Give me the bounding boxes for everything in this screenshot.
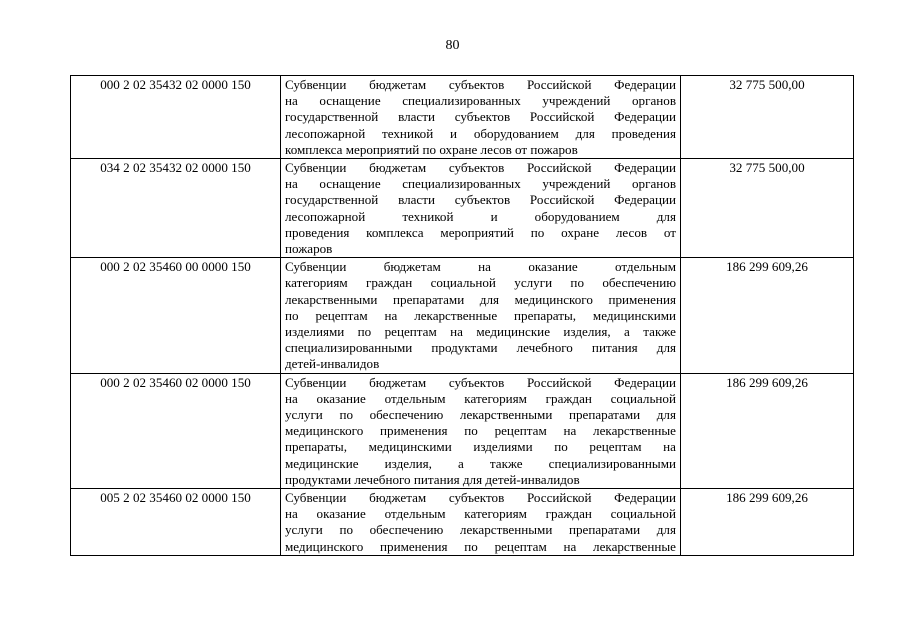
description-line: пожаров <box>285 241 333 257</box>
description-line: Субвенции бюджетам субъектов Российской Федерации <box>285 160 676 176</box>
amount-cell: 32 775 500,00 <box>681 159 854 258</box>
budget-revenue-table <box>70 75 854 556</box>
description-line: государственной власти субъектов Российской Федерации <box>285 192 676 208</box>
description-line: государственной власти субъектов Российской Федерации <box>285 109 676 125</box>
revenue-code-cell: 000 2 02 35460 02 0000 150 <box>71 373 281 488</box>
description-line: препараты, медицинскими изделиями по рецептам на <box>285 439 676 455</box>
description-line: специализированными продуктами лечебного питания для <box>285 340 676 356</box>
table-row <box>71 258 854 373</box>
description-line: проведения комплекса мероприятий по охране лесов от <box>285 224 676 240</box>
amount-cell: 32 775 500,00 <box>681 76 854 159</box>
description-line: медицинского применения по рецептам на лекарственные <box>285 538 676 554</box>
revenue-code-cell: 034 2 02 35432 02 0000 150 <box>71 159 281 258</box>
revenue-code-cell: 000 2 02 35432 02 0000 150 <box>71 76 281 159</box>
revenue-code-cell: 000 2 02 35460 00 0000 150 <box>71 258 281 373</box>
table-row <box>71 373 854 488</box>
description-line: услуги по обеспечению лекарственными препаратами для <box>285 522 676 538</box>
revenue-description-cell <box>281 373 681 488</box>
description-line: изделиями по рецептам на медицинские изделия, а также <box>285 324 676 340</box>
description-line: детей-инвалидов <box>285 356 380 372</box>
description-line: медицинские изделия, а также специализированными <box>285 455 676 471</box>
description-line: продуктами лечебного питания для детей-инвалидов <box>285 471 580 487</box>
revenue-code-cell: 005 2 02 35460 02 0000 150 <box>71 489 281 556</box>
description-line: Субвенции бюджетам субъектов Российской Федерации <box>285 490 676 506</box>
amount-cell: 186 299 609,26 <box>681 258 854 373</box>
description-line: медицинского применения по рецептам на лекарственные <box>285 423 676 439</box>
description-line: лекарственными препаратами для медицинского применения <box>285 291 676 307</box>
description-line: лесопожарной техникой и оборудованием для проведения <box>285 125 676 141</box>
description-line: на оснащение специализированных учреждений органов <box>285 93 676 109</box>
description-line: Субвенции бюджетам субъектов Российской Федерации <box>285 77 676 92</box>
description-line: по рецептам на лекарственные препараты, медицинскими <box>285 307 676 323</box>
table-row <box>71 159 854 258</box>
revenue-description-cell <box>281 76 681 159</box>
description-line: комплекса мероприятий по охране лесов от пожаров <box>285 141 578 157</box>
description-line: на оказание отдельным категориям граждан социальной <box>285 390 676 406</box>
description-line: Субвенции бюджетам субъектов Российской Федерации <box>285 374 676 390</box>
description-line: на оказание отдельным категориям граждан социальной <box>285 506 676 522</box>
description-line: на оснащение специализированных учреждений органов <box>285 176 676 192</box>
description-line: лесопожарной техникой и оборудованием для <box>285 208 676 224</box>
revenue-description-cell <box>281 258 681 373</box>
page-number: 80 <box>445 38 460 53</box>
amount-cell: 186 299 609,26 <box>681 489 854 556</box>
description-line: услуги по обеспечению лекарственными препаратами для <box>285 407 676 423</box>
description-line: Субвенции бюджетам на оказание отдельным <box>285 259 676 275</box>
revenue-description-cell <box>281 489 681 556</box>
table-row <box>71 76 854 159</box>
table-row <box>71 489 854 556</box>
description-line: категориям граждан социальной услуги по обеспечению <box>285 275 676 291</box>
amount-cell: 186 299 609,26 <box>681 373 854 488</box>
revenue-description-cell <box>281 159 681 258</box>
